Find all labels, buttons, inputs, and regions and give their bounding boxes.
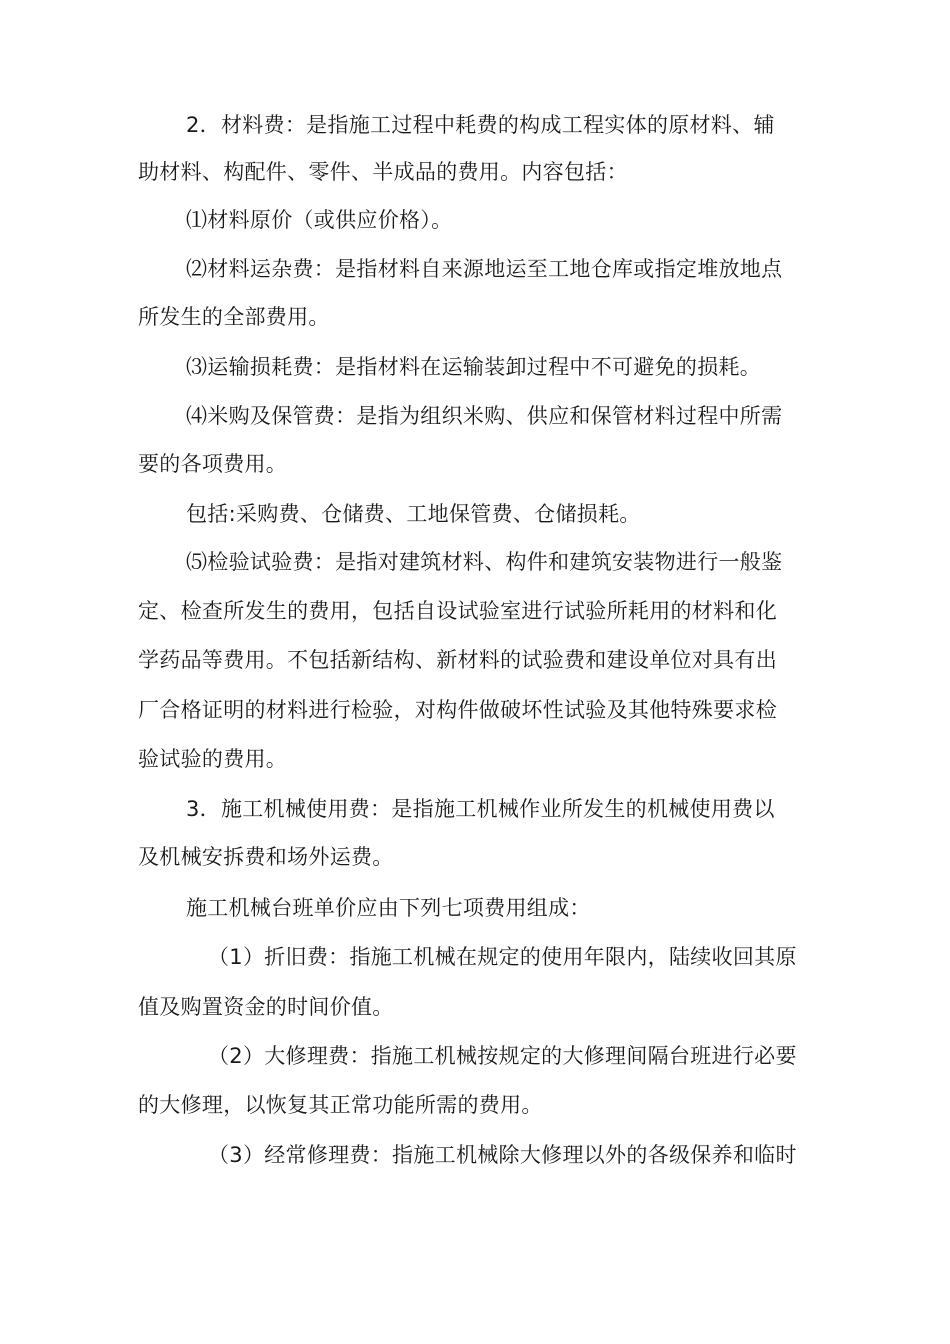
paragraph-line: ⑴材料原价（或供应价格）。 (186, 208, 453, 232)
paragraph-line: （1）折旧费：指施工机械在规定的使用年限内，陆续收回其原 (208, 945, 797, 969)
paragraph-line: 要的各项费用。 (138, 452, 288, 476)
paragraph-line: ⑸检验试验费：是指对建筑材料、构件和建筑安装物进行一般鉴 (186, 550, 783, 574)
paragraph-line: 助材料、构配件、零件、半成品的费用。内容包括： (138, 160, 628, 184)
paragraph-line: 3．施工机械使用费：是指施工机械作业所发生的机械使用费以 (186, 797, 775, 821)
paragraph-line: ⑷米购及保管费：是指为组织米购、供应和保管材料过程中所需 (186, 404, 783, 428)
paragraph-line: 2．材料费：是指施工过程中耗费的构成工程实体的原材料、辅 (186, 113, 775, 137)
paragraph-line: 学药品等费用。不包括新结构、新材料的试验费和建设单位对具有出 (138, 648, 777, 672)
paragraph-line: 的大修理，以恢复其正常功能所需的费用。 (138, 1093, 543, 1117)
paragraph-line: 定、检查所发生的费用，包括自设试验室进行试验所耗用的材料和化 (138, 599, 777, 623)
paragraph-line: 及机械安拆费和场外运费。 (138, 845, 394, 869)
paragraph-line: （2）大修理费：指施工机械按规定的大修理间隔台班进行必要 (208, 1044, 797, 1068)
paragraph-line: ⑵材料运杂费：是指材料自来源地运至工地仓库或指定堆放地点 (186, 257, 783, 281)
paragraph-line: 验试验的费用。 (138, 747, 288, 771)
paragraph-line: 值及购置资金的时间价值。 (138, 995, 394, 1019)
paragraph-line: 施工机械台班单价应由下列七项费用组成： (186, 896, 591, 920)
paragraph-line: （3）经常修理费：指施工机械除大修理以外的各级保养和临时 (208, 1143, 797, 1167)
paragraph-line: ⑶运输损耗费：是指材料在运输装卸过程中不可避免的损耗。 (186, 355, 762, 379)
paragraph-line: 包括:采购费、仓储费、工地保管费、仓储损耗。 (186, 502, 641, 526)
paragraph-line: 厂合格证明的材料进行检验，对构件做破坏性试验及其他特殊要求检 (138, 698, 777, 722)
paragraph-line: 所发生的全部费用。 (138, 305, 330, 329)
